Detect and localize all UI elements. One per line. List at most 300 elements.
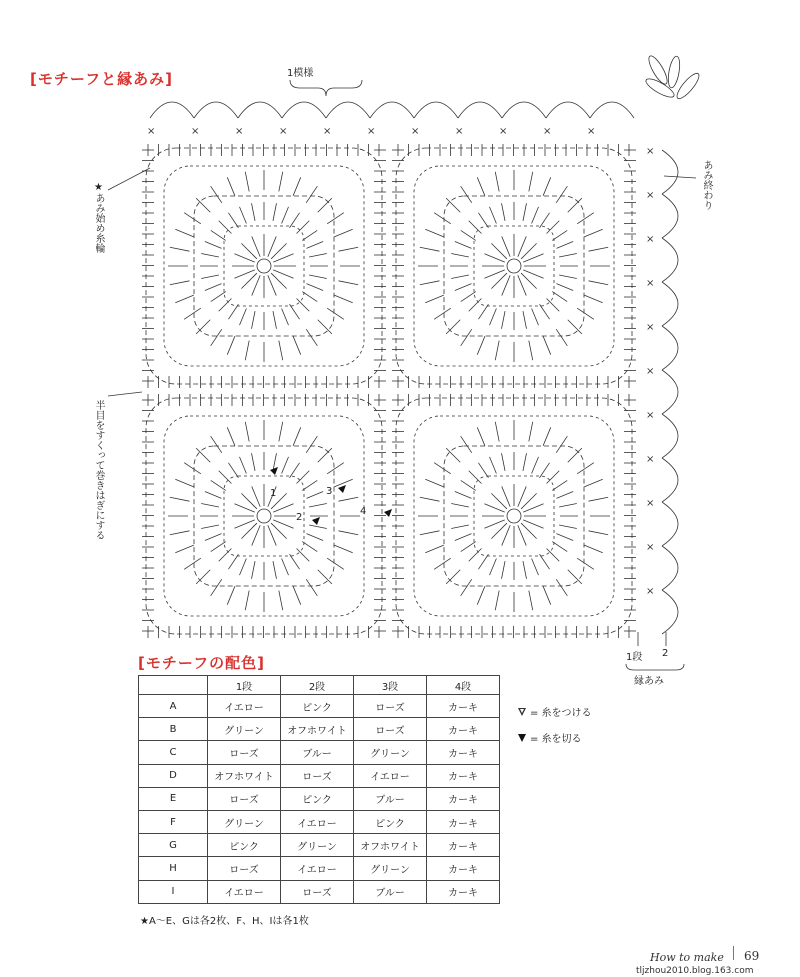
stitch [339, 247, 359, 251]
edging-scallop [370, 102, 414, 118]
table-header-cell: 1段 [208, 676, 281, 695]
chain-x-icon: × [646, 498, 655, 509]
table-cell: ローズ [208, 857, 281, 880]
table-cell: ピンク [281, 787, 354, 810]
stitch [490, 457, 497, 474]
stitch [273, 520, 293, 528]
stitch [559, 254, 577, 258]
stitch [175, 545, 193, 553]
stitch [302, 292, 317, 302]
stitch [552, 292, 567, 302]
table-cell: グリーン [354, 741, 427, 764]
stitch [228, 554, 238, 569]
stitch [290, 463, 300, 478]
stitch [334, 545, 352, 553]
stitch [252, 311, 256, 329]
table-cell: ブルー [281, 741, 354, 764]
stitch [484, 504, 504, 512]
stitch [318, 448, 332, 462]
stitch [327, 308, 344, 319]
stitch [532, 207, 539, 224]
stitch [175, 229, 193, 237]
table-cell: D [139, 764, 208, 787]
stitch [228, 304, 238, 319]
table-header-cell [139, 676, 208, 695]
stitch [268, 275, 276, 295]
stitch [490, 558, 497, 575]
edging-label: 縁あみ [634, 676, 664, 687]
chain-x-icon: × [646, 410, 655, 421]
stitch [425, 229, 443, 237]
how-to-make-label: How to make [650, 951, 724, 964]
stitch [556, 492, 573, 499]
stitch [279, 422, 283, 442]
stitch [175, 295, 193, 303]
stitch [461, 292, 476, 302]
stitch [175, 479, 193, 487]
stitch [252, 236, 260, 256]
footnote: ★A～E、Gは各2枚、F、H、Iは各1枚 [140, 916, 309, 927]
edging-scallop [414, 102, 458, 118]
stitch [523, 270, 543, 278]
stitch [556, 534, 573, 541]
stitch [282, 207, 289, 224]
stitch [420, 497, 440, 501]
stitch [523, 561, 527, 579]
stitch [589, 531, 609, 535]
stitch [502, 525, 510, 545]
stitch [552, 230, 567, 240]
chain-x-icon: × [543, 126, 552, 137]
table-cell: イエロー [281, 810, 354, 833]
edging-scallop [662, 502, 678, 546]
stitch [309, 525, 327, 529]
chain-x-icon: × [323, 126, 332, 137]
solid-triangle-icon [338, 485, 346, 493]
table-cell: A [139, 695, 208, 718]
legend-attach [518, 704, 592, 719]
stitch [245, 422, 249, 442]
join-number-3: 3 [326, 486, 333, 497]
table-cell: カーキ [427, 764, 500, 787]
stitch [502, 311, 506, 329]
stitch [584, 295, 602, 303]
stitch [219, 221, 232, 234]
table-row [139, 810, 500, 833]
stitch [523, 504, 543, 512]
stitch [446, 448, 460, 462]
stitch [518, 525, 526, 545]
stitch [334, 479, 352, 487]
stitch [318, 570, 332, 584]
stitch [273, 561, 277, 579]
stitch [523, 203, 527, 221]
table-cell: イエロー [208, 695, 281, 718]
stitch [196, 570, 210, 584]
table-cell: E [139, 787, 208, 810]
edging-scallop [662, 326, 678, 370]
edging-scallop [150, 102, 194, 118]
table-cell: カーキ [427, 857, 500, 880]
stitch [477, 336, 485, 354]
stitch [484, 520, 504, 528]
stitch [271, 273, 287, 289]
stitch [559, 504, 577, 508]
join-number-2: 2 [296, 512, 303, 523]
stitch [271, 523, 287, 539]
stitch [425, 479, 443, 487]
edging-scallop [662, 194, 678, 238]
stitch [309, 504, 327, 508]
stitch [279, 172, 283, 192]
legend-cut-text: = 糸を切る [530, 734, 582, 745]
stitch [577, 463, 594, 474]
stitch [451, 254, 469, 258]
stitch [518, 486, 526, 506]
table-cell: カーキ [427, 741, 500, 764]
stitch [240, 207, 247, 224]
edging-scallop [194, 102, 238, 118]
stitch [282, 308, 289, 325]
stitch [502, 486, 510, 506]
edging-scallop [590, 102, 634, 118]
stitch [478, 463, 488, 478]
stitch [559, 275, 577, 279]
join-number-4: 4 [360, 506, 367, 517]
stitch [529, 341, 533, 361]
stitch [227, 177, 235, 195]
stitch [306, 186, 317, 203]
stitch [306, 579, 317, 596]
motif-2 [392, 144, 636, 388]
stitch [532, 457, 539, 474]
stitch [584, 545, 602, 553]
table-cell: グリーン [208, 718, 281, 741]
stitch [282, 457, 289, 474]
stitch [529, 422, 533, 442]
stitch [297, 221, 310, 234]
chain-x-icon: × [411, 126, 420, 137]
stitch [425, 295, 443, 303]
motif-colors-title: [モチーフの配色] [138, 654, 265, 672]
stitch [540, 463, 550, 478]
table-cell: オフホワイト [281, 718, 354, 741]
stitch [201, 275, 219, 279]
stitch [577, 213, 594, 224]
table-row [139, 764, 500, 787]
stitch [219, 471, 232, 484]
stitch [455, 534, 472, 541]
stitch [461, 542, 476, 552]
stitch [205, 492, 222, 499]
stitch [211, 292, 226, 302]
stitch [297, 471, 310, 484]
table-cell: ローズ [354, 718, 427, 741]
stitch [240, 558, 247, 575]
table-cell: グリーン [281, 834, 354, 857]
table-cell: カーキ [427, 787, 500, 810]
table-cell: カーキ [427, 718, 500, 741]
stitch [339, 281, 359, 285]
stitch [556, 436, 567, 453]
table-header-cell: 3段 [354, 676, 427, 695]
table-cell: オフホワイト [208, 764, 281, 787]
stitch [334, 295, 352, 303]
stitch [518, 236, 526, 256]
chain-x-icon: × [646, 278, 655, 289]
table-cell: ピンク [208, 834, 281, 857]
stitch [584, 479, 602, 487]
table-cell: カーキ [427, 810, 500, 833]
stitch [434, 558, 451, 569]
chain-x-icon: × [646, 190, 655, 201]
corner-petal [666, 55, 681, 88]
table-cell: ローズ [281, 764, 354, 787]
stitch [196, 198, 210, 212]
stitch [240, 457, 247, 474]
stitch [290, 213, 300, 228]
stitch [205, 284, 222, 291]
chain-x-icon: × [455, 126, 464, 137]
stitch [306, 242, 323, 249]
stitch [469, 471, 482, 484]
stitch [196, 448, 210, 462]
table-cell: イエロー [354, 764, 427, 787]
start-ring-label: ★あみ始め糸輪 [93, 182, 104, 253]
stitch [219, 549, 232, 562]
join-note-label: 半目をすくって巻きはぎにする [93, 400, 104, 540]
stitch [293, 586, 301, 604]
table-row [139, 880, 500, 903]
stitch [196, 320, 210, 334]
table-cell: カーキ [427, 880, 500, 903]
stitch [469, 299, 482, 312]
stitch [495, 422, 499, 442]
stitch [469, 221, 482, 234]
stitch [425, 545, 443, 553]
stitch [170, 497, 190, 501]
stitch [252, 486, 260, 506]
center-ring [507, 259, 521, 273]
edging-scallop [662, 546, 678, 590]
stitch [502, 561, 506, 579]
solid-triangle-icon [270, 467, 278, 475]
stitch [543, 336, 551, 354]
table-cell: イエロー [281, 857, 354, 880]
edging-scallop [326, 102, 370, 118]
stitch [279, 591, 283, 611]
stitch [589, 281, 609, 285]
stitch [279, 341, 283, 361]
stitch [547, 549, 560, 562]
stitch [451, 504, 469, 508]
stitch [547, 471, 560, 484]
stitch [556, 329, 567, 346]
stitch [170, 531, 190, 535]
chain-x-icon: × [646, 146, 655, 157]
chain-x-icon: × [367, 126, 376, 137]
stitch [434, 213, 451, 224]
stitch [469, 549, 482, 562]
chain-x-icon: × [646, 454, 655, 465]
stitch [268, 525, 276, 545]
edging-scallop [662, 590, 678, 634]
stitch [556, 579, 567, 596]
stitch [170, 247, 190, 251]
stitch [495, 172, 499, 192]
edging-scallop [238, 102, 282, 118]
edging-bracket [626, 664, 684, 670]
stitch [502, 203, 506, 221]
stitch [446, 320, 460, 334]
stitch [540, 304, 550, 319]
stitch [273, 203, 277, 221]
stitch [523, 254, 543, 262]
stitch [577, 308, 594, 319]
table-row [139, 834, 500, 857]
leader-line [664, 176, 696, 178]
stitch [451, 525, 469, 529]
chain-x-icon: × [191, 126, 200, 137]
footer-divider [733, 946, 734, 960]
stitch [577, 558, 594, 569]
stitch [211, 329, 222, 346]
table-cell: ピンク [281, 695, 354, 718]
table-cell: H [139, 857, 208, 880]
table-cell: ピンク [354, 810, 427, 833]
stitch [234, 520, 254, 528]
stitch [568, 198, 582, 212]
solid-triangle-icon [518, 734, 526, 742]
table-row [139, 718, 500, 741]
stitch [491, 493, 507, 509]
leader-line [108, 392, 142, 396]
page-number: 69 [744, 949, 760, 963]
center-ring [257, 259, 271, 273]
stitch [245, 172, 249, 192]
stitch [543, 427, 551, 445]
stitch [306, 329, 317, 346]
stitch [532, 308, 539, 325]
stitch [543, 586, 551, 604]
stitch [556, 186, 567, 203]
chain-x-icon: × [646, 586, 655, 597]
stitch [521, 273, 537, 289]
stitch [302, 542, 317, 552]
chain-x-icon: × [587, 126, 596, 137]
stitch [240, 308, 247, 325]
stitch [184, 558, 201, 569]
stitch [211, 542, 226, 552]
stitch [529, 172, 533, 192]
table-row [139, 695, 500, 718]
stitch [211, 480, 226, 490]
table-header-cell: 2段 [281, 676, 354, 695]
table-cell: ブルー [354, 880, 427, 903]
stitch [227, 336, 235, 354]
table-cell: カーキ [427, 834, 500, 857]
stitch [205, 242, 222, 249]
table-cell: イエロー [208, 880, 281, 903]
stitch [252, 275, 260, 295]
stitch [306, 492, 323, 499]
stitch [318, 320, 332, 334]
stitch [568, 320, 582, 334]
stitch [420, 247, 440, 251]
stitch [477, 177, 485, 195]
stitch [455, 242, 472, 249]
legend-attach-text: = 糸をつける [530, 708, 592, 719]
stitch [495, 341, 499, 361]
stitch [521, 493, 537, 509]
motif-edging-title: [モチーフと縁あみ] [30, 70, 173, 88]
blog-watermark: tljzhou2010.blog.163.com [636, 966, 754, 976]
stitch [184, 213, 201, 224]
legend-cut [518, 730, 582, 745]
center-ring [507, 509, 521, 523]
edging-scallop [662, 370, 678, 414]
stitch [484, 270, 504, 278]
stitch [293, 427, 301, 445]
stitch [434, 463, 451, 474]
stitch [327, 213, 344, 224]
chain-x-icon: × [646, 322, 655, 333]
stitch [234, 254, 254, 262]
color-table [138, 675, 500, 904]
stitch [491, 243, 507, 259]
stitch [339, 531, 359, 535]
stitch [521, 523, 537, 539]
table-cell: グリーン [354, 857, 427, 880]
stitch [273, 270, 293, 278]
table-row [139, 857, 500, 880]
stitch [478, 554, 488, 569]
stitch [477, 586, 485, 604]
stitch [523, 311, 527, 329]
edging-scallop [546, 102, 590, 118]
stitch [241, 523, 257, 539]
stitch [451, 275, 469, 279]
table-cell: ローズ [354, 695, 427, 718]
stitch [252, 561, 256, 579]
edging-scallop [662, 150, 678, 194]
motif-1 [142, 144, 386, 388]
stitch [268, 236, 276, 256]
pattern-repeat-label: 1模様 [287, 68, 314, 79]
stitch [461, 436, 472, 453]
stitch [297, 549, 310, 562]
edging-scallop [458, 102, 502, 118]
stitch [290, 304, 300, 319]
stitch [491, 273, 507, 289]
leader-line [108, 168, 150, 190]
stitch [568, 448, 582, 462]
stitch [227, 427, 235, 445]
table-header-cell: 4段 [427, 676, 500, 695]
stitch [339, 497, 359, 501]
stitch [477, 427, 485, 445]
stitch [282, 558, 289, 575]
stitch [290, 554, 300, 569]
chain-x-icon: × [499, 126, 508, 137]
stitch [309, 254, 327, 258]
center-ring [257, 509, 271, 523]
chain-x-icon: × [147, 126, 156, 137]
stitch [446, 198, 460, 212]
stitch [245, 341, 249, 361]
motif-3 [142, 394, 386, 638]
stitch [461, 480, 476, 490]
